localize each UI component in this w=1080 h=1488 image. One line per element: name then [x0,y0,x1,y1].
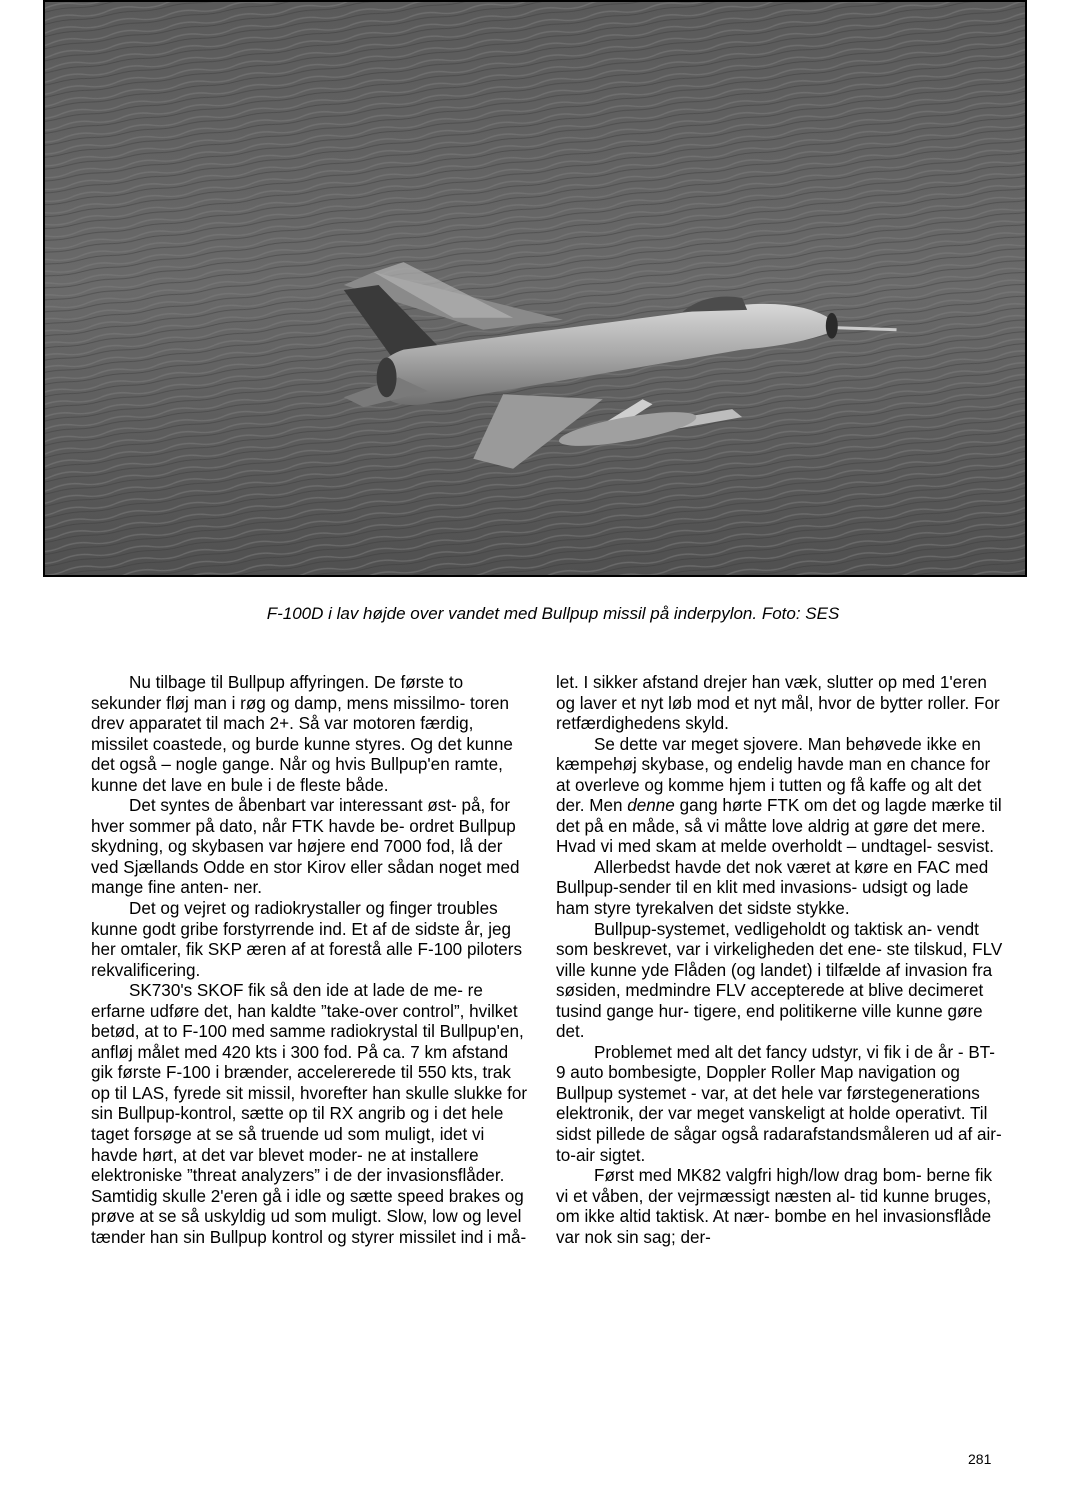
text-line: sågar også radarafstandsmåleren ud af air-to-air [556,1125,1002,1165]
text-line: Bullpup-systemet, vedligeholdt og taktisk an- [594,919,933,939]
text-line: ordret Bullpup skydning, og skybasen var højere [91,816,516,857]
text-line: troubles kunne godt gribe forstyrrende ind. Et af [91,899,498,939]
text-line: idle og sætte speed brakes og prøve at se så [91,1186,524,1227]
text-line: sesvist. [937,837,995,857]
text-line: SK730's SKOF fik så den ide at lade de me- [129,981,463,1001]
text-line: re erfarne udføre det, han kaldte ”take-over [91,981,483,1021]
text-line: end 7000 fod, lå der ved Sjællands Odde en stor [91,837,503,877]
aircraft-photo-icon [45,2,1025,575]
text-line: i brænder, accelererede til 550 kts, trak op til [91,1063,511,1103]
text-line: tid kunne bruges, om ikke altid taktisk. At nær- [556,1186,992,1227]
text-line: FAC med Bullpup-sender til en klit med invasions- [556,857,989,898]
text-line: Og det kunne det også – nogle gange. Når og [91,734,513,775]
text-line: de sidste år, jeg her omtaler, fik SKP æren af at [91,919,512,960]
text-line: var førstegenerations elektronik, der var meget [556,1083,980,1124]
text-line: måde, så vi måtte love aldrig at gøre det mere. [632,816,986,836]
left-column [91,673,528,1248]
text-line: bombe en hel invasionsflåde var nok sin sag; der- [556,1207,992,1247]
emphasis-word: denne [627,796,675,816]
text-line: Problemet med alt det fancy udstyr, vi fik i de [594,1042,934,1062]
right-column [556,673,1003,1248]
text-line: han sin Bullpup kontrol og styrer missilet ind i må- [149,1227,527,1247]
photo-caption: F-100D i lav højde over vandet med Bullpup missil på inderpylon. Foto: SES [266,604,840,623]
text-line: man en chance for at overleve og komme hjem i [556,755,991,795]
text-line: for sin Bullpup-kontrol, sætte op til RX angrib og i [91,1083,528,1124]
page-number: 281 [968,1451,992,1467]
text-line: uskyldig ud som muligt. Slow, low og level tænder [91,1207,522,1247]
text-line: let. I sikker afstand drejer han væk, slutter op [556,673,898,692]
text-line: der invasionsflåder. Samtidig skulle 2'eren gå i [91,1166,505,1206]
text-line: control”, hvilket betød, at to F-100 med samme [91,1001,518,1042]
paragraph [91,899,528,981]
paragraph [91,673,528,796]
paragraph [556,1043,1003,1166]
text-line: Hvad vi med skam at melde overholdt – undtagel- [556,837,933,857]
text-line: Kirov eller sådan noget med mange fine anten- [91,857,520,898]
paragraph [556,858,1003,920]
paragraph [91,981,528,1248]
text-line: kts i 300 fod. På ca. 7 km afstand gik første F-100 [91,1042,509,1083]
paragraph [556,673,1003,735]
text-line: Nu tilbage til Bullpup affyringen. De første to [129,673,464,692]
text-line: gang [679,796,718,816]
text-line: udsigt og lade ham styre tyrekalven det sidste [556,878,969,919]
paragraph [91,796,528,899]
text-line: det hele taget forsøge at se så truende ud som [91,1104,504,1145]
text-line: forestå alle F-100 piloters rekvalificering. [91,940,523,980]
text-line: i tilfælde af invasion fra søsiden, medmindre FLV [556,960,993,1001]
text-line: ikke en kæmpehøj skybase, og endelig havde [556,734,981,775]
text-line: vanskeligt at holde operativt. Til sidst pillede de [556,1104,988,1145]
text-line: på, for hver sommer på dato, når FTK havde be- [91,796,511,836]
text-line: Det og vejret og radiokrystaller og finger [129,899,433,919]
text-line: sekunder fløj man i røg og damp, mens missilmo- [91,693,466,713]
paragraph [556,735,1003,858]
aircraft-photo [43,0,1027,577]
text-line: hørte FTK om det og lagde mærke til det på en [556,796,1002,836]
text-line: Først med MK82 valgfri high/low drag bom- [594,1166,922,1186]
text-line: radiokrystal til Bullpup'en, anfløj målet med 420 [91,1022,524,1062]
text-line: berne fik vi et våben, der vejrmæssigt næsten al- [556,1166,993,1206]
text-line: med 1'eren og laver et nyt løb mod et nyt mål, [556,673,987,713]
text-line: færdig, missilet coastede, og burde kunne styres. [91,714,474,754]
text-line: muligt, idet vi havde hørt, at det var blevet moder- [91,1125,485,1165]
paragraph [556,920,1003,1043]
paragraph [556,1166,1003,1248]
text-line: år - BT-9 auto bombesigte, Doppler Roller Map [556,1042,995,1083]
text-line: sigtet. [599,1145,646,1165]
text-line: ner. [233,878,263,898]
text-line: tutten og få kaffe og alt det der. Men [556,775,982,816]
text-line: Se dette var meget sjovere. Man behøvede [594,734,922,754]
text-line: navigation og Bullpup systemet - var, at det hele [556,1063,960,1103]
text-line: fleste både. [300,775,389,795]
text-line: LAS, fyrede sit missil, hvorefter han skulle slukke [131,1083,503,1103]
text-line: accepterede at blive decimeret tusind gange hur- [556,981,984,1021]
text-line: Det syntes de åbenbart var interessant øst- [129,796,457,816]
text-line: Allerbedst havde det nok været at køre en [594,857,913,877]
text-line: toren drev apparatet til mach 2+. Så var motoren [91,693,509,734]
text-line: hvor de bytter roller. For retfærdighedens skyld. [556,693,1000,734]
text-line: ne at installere elektroniske ”threat analyzers” i de [91,1145,479,1186]
text-line: tigere, end politikerne ville kunne gøre det. [556,1001,983,1042]
text-line: hvis Bullpup'en ramte, kunne det lave en bule i de [91,755,503,795]
text-line: vendt som beskrevet, var i virkeligheden det ene- [556,919,979,960]
text-line: ste tilskud, FLV ville kunne yde Flåden (og landet) [556,940,1003,980]
text-line: stykke. [796,899,850,919]
